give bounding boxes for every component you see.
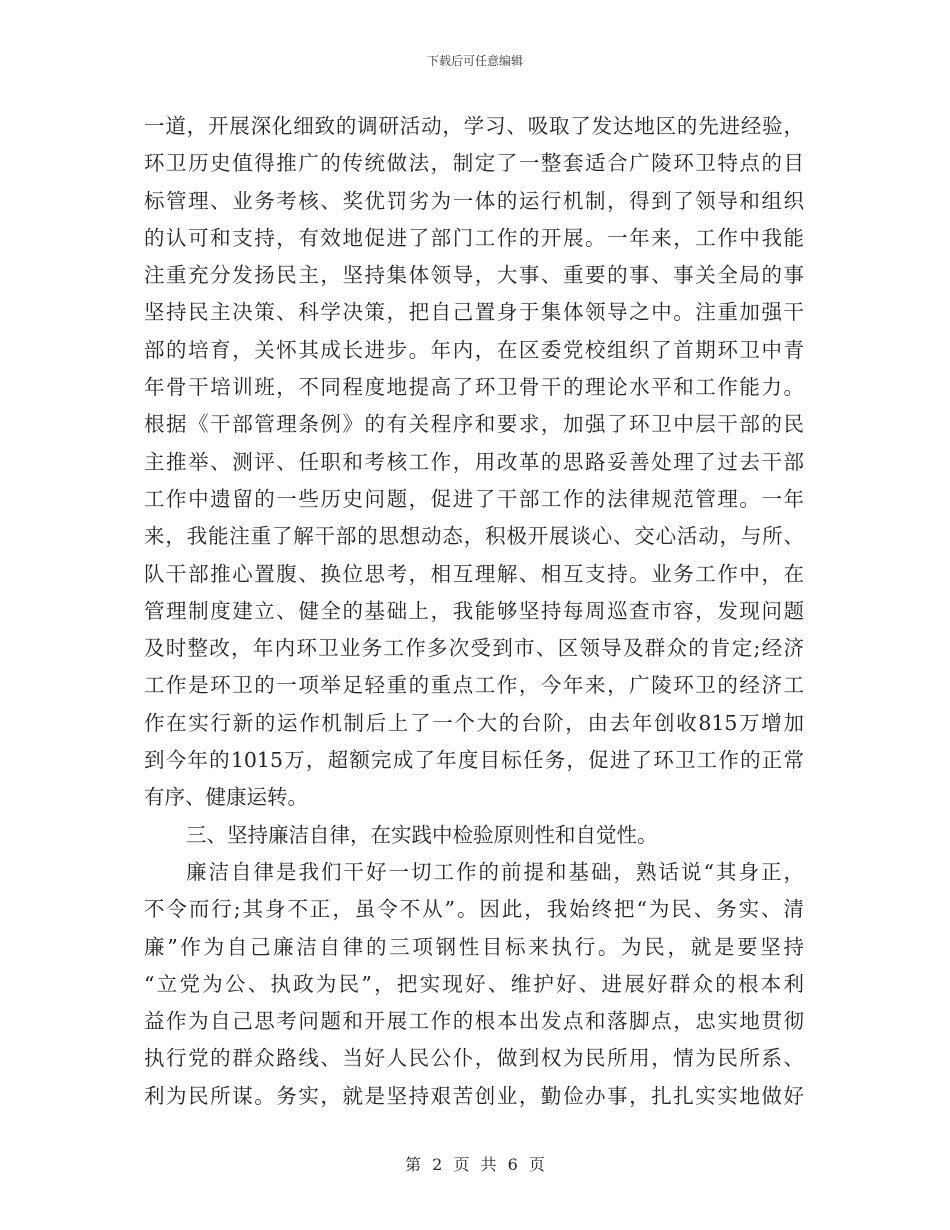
text-line: 不令而行;其身不正，虽令不从”。因此，我始终把“为民、务实、清 xyxy=(144,897,804,922)
text-line: 坚持民主决策、科学决策，把自己置身于集体领导之中。注重加强干 xyxy=(144,300,804,325)
text-line: 三、坚持廉洁自律，在实践中检验原则性和自觉性。 xyxy=(186,822,658,847)
text-line: 到今年的1015万，超额完成了年度目标任务，促进了环卫工作的正常 xyxy=(144,748,804,773)
text-line: 部的培育，关怀其成长进步。年内，在区委党校组织了首期环卫中青 xyxy=(144,337,804,362)
text-line: 管理制度建立、健全的基础上，我能够坚持每周巡查市容，发现问题 xyxy=(144,598,804,623)
text-line: 的认可和支持，有效地促进了部门工作的开展。一年来，工作中我能 xyxy=(144,225,804,250)
text-line: 廉”作为自己廉洁自律的三项钢性目标来执行。为民，就是要坚持 xyxy=(144,934,804,959)
text-line: 队干部推心置腹、换位思考，相互理解、相互支持。业务工作中，在 xyxy=(144,561,804,586)
document-body xyxy=(144,108,804,1115)
page-footer: 第 2 页 共 6 页 xyxy=(405,1155,545,1174)
text-line: 有序、健康运转。 xyxy=(144,785,308,810)
text-line: 标管理、业务考核、奖优罚劣为一体的运行机制，得到了领导和组织 xyxy=(144,188,804,213)
text-line: 及时整改，年内环卫业务工作多次受到市、区领导及群众的肯定;经济 xyxy=(144,636,804,661)
text-line: 来，我能注重了解干部的思想动态，积极开展谈心、交心活动，与所、 xyxy=(144,524,804,549)
text-line: 注重充分发扬民主，坚持集体领导，大事、重要的事、事关全局的事 xyxy=(144,263,804,288)
text-line: 工作中遗留的一些历史问题，促进了干部工作的法律规范管理。一年 xyxy=(144,486,804,511)
text-line: 廉洁自律是我们干好一切工作的前提和基础，熟话说“其身正， xyxy=(186,859,804,884)
page-header: 下载后可任意编辑 xyxy=(426,54,523,68)
text-line: “立党为公、执政为民”，把实现好、维护好、进展好群众的根本利 xyxy=(144,971,804,996)
text-line: 执行党的群众路线、当好人民公仆，做到权为民所用，情为民所系、 xyxy=(144,1046,804,1071)
text-line: 一道，开展深化细致的调研活动，学习、吸取了发达地区的先进经验， xyxy=(144,114,804,138)
text-line: 年骨干培训班，不同程度地提高了环卫骨干的理论水平和工作能力。 xyxy=(144,375,804,400)
text-line: 工作是环卫的一项举足轻重的重点工作，今年来，广陵环卫的经济工 xyxy=(144,673,804,698)
text-line: 利为民所谋。务实，就是坚持艰苦创业，勤俭办事，扎扎实实地做好 xyxy=(144,1083,804,1108)
text-line: 主推举、测评、任职和考核工作，用改革的思路妥善处理了过去干部 xyxy=(144,449,804,474)
text-line: 作在实行新的运作机制后上了一个大的台阶，由去年创收815万增加 xyxy=(144,710,804,735)
text-line: 益作为自己思考问题和开展工作的根本出发点和落脚点，忠实地贯彻 xyxy=(144,1009,804,1034)
text-line: 环卫历史值得推广的传统做法，制定了一整套适合广陵环卫特点的目 xyxy=(144,151,804,176)
text-line: 根据《干部管理条例》的有关程序和要求，加强了环卫中层干部的民 xyxy=(144,412,804,437)
